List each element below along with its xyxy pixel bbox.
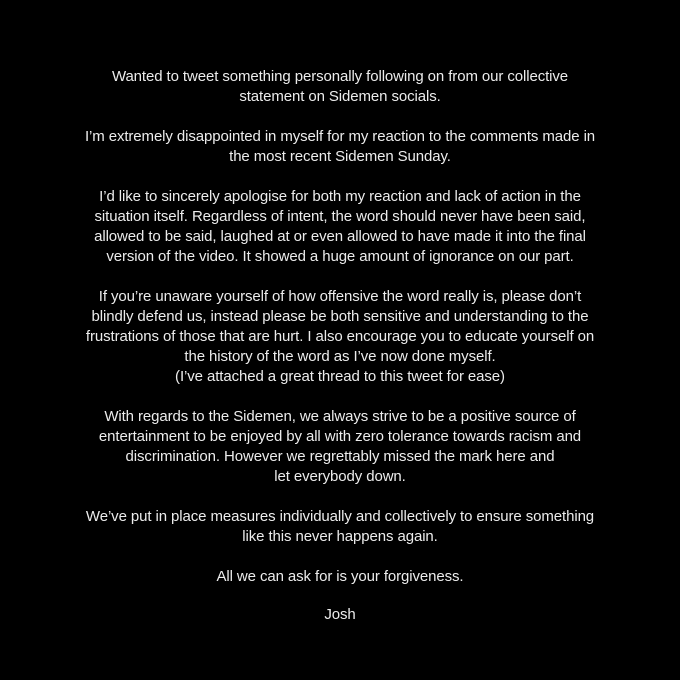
text-line: like this never happens again. — [242, 528, 438, 545]
paragraph-6 — [0, 507, 680, 547]
text-line: All we can ask for is your forgiveness. — [216, 568, 464, 585]
text-line: statement on Sidemen socials. — [239, 88, 441, 105]
paragraph-4 — [0, 287, 680, 387]
text-line: I’m extremely disappointed in myself for my reaction to the comments made in — [84, 128, 596, 145]
text-line: the most recent Sidemen Sunday. — [229, 148, 451, 165]
text-line: I’d like to sincerely apologise for both my reaction and lack of action in the — [99, 188, 581, 205]
text-line: Wanted to tweet something personally following on from our collective — [111, 68, 569, 85]
text-line: let everybody down. — [274, 468, 406, 485]
signature-name: Josh — [324, 606, 356, 623]
text-line: frustrations of those that are hurt. I also encourage you to educate yourself on — [85, 328, 595, 345]
paragraph-2 — [0, 127, 680, 167]
text-line: blindly defend us, instead please be both sensitive and understanding to the — [91, 308, 589, 325]
text-line: discrimination. However we regrettably missed the mark here and — [125, 448, 555, 465]
paragraph-5 — [0, 407, 680, 487]
signature — [0, 605, 680, 625]
text-line: entertainment to be enjoyed by all with zero tolerance towards racism and — [98, 428, 582, 445]
text-line: If you’re unaware yourself of how offensive the word really is, please don’t — [98, 288, 582, 305]
paragraph-7 — [0, 567, 680, 587]
paragraph-3 — [0, 187, 680, 267]
text-line: We’ve put in place measures individually and collectively to ensure something — [85, 508, 595, 525]
text-line: With regards to the Sidemen, we always strive to be a positive source of — [104, 408, 576, 425]
text-line: situation itself. Regardless of intent, the word should never have been said, — [94, 208, 586, 225]
statement-document — [0, 67, 680, 645]
text-line: version of the video. It showed a huge amount of ignorance on our part. — [106, 248, 574, 265]
text-line: the history of the word as I’ve now done myself. — [184, 348, 496, 365]
text-line: allowed to be said, laughed at or even allowed to have made it into the final — [94, 228, 586, 245]
paragraph-1 — [0, 67, 680, 107]
text-line: (I’ve attached a great thread to this tweet for ease) — [175, 368, 505, 385]
